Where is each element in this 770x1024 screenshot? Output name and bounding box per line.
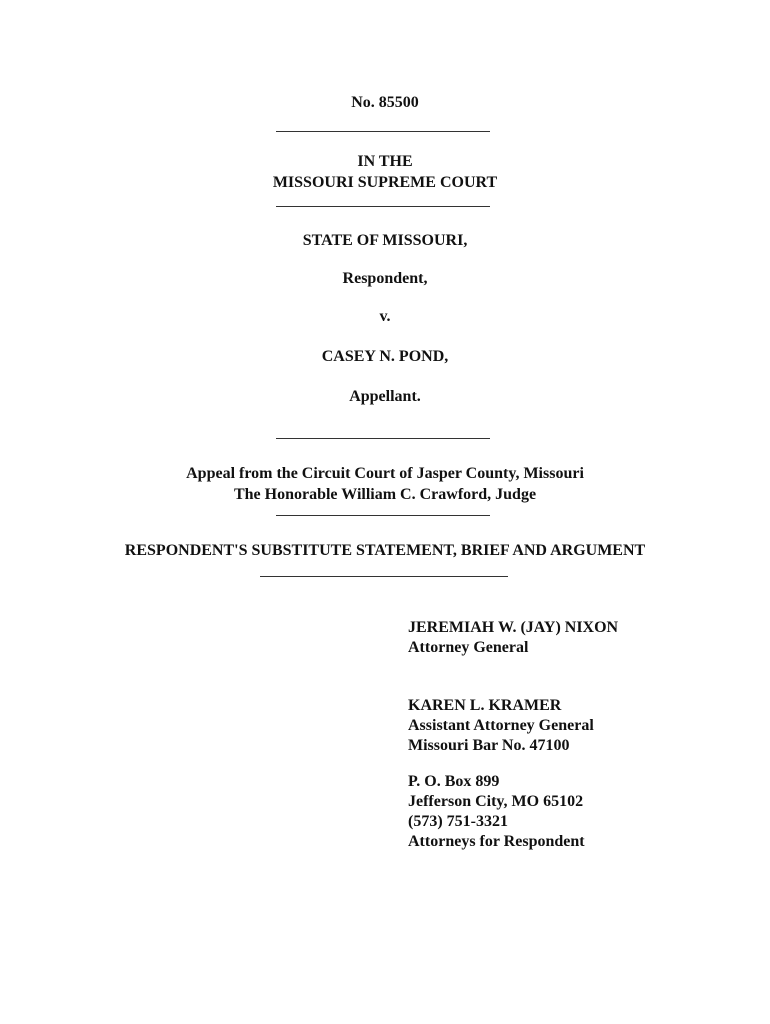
respondent-name: STATE OF MISSOURI, (302, 232, 468, 249)
appeal-line-2: The Honorable William C. Crawford, Judge (233, 486, 537, 503)
appellant-role: Appellant. (349, 388, 421, 405)
po-box: P. O. Box 899 (408, 773, 500, 790)
court-line-1: IN THE (357, 153, 413, 170)
respondent-role: Respondent, (342, 270, 428, 287)
divider-2 (276, 206, 490, 207)
assistant-title: Assistant Attorney General (408, 717, 594, 734)
appellant-name: CASEY N. POND, (321, 348, 449, 365)
attorney-general-name: JEREMIAH W. (JAY) NIXON (408, 619, 619, 636)
attorneys-for: Attorneys for Respondent (408, 833, 585, 850)
court-name: MISSOURI SUPREME COURT (272, 174, 498, 191)
appeal-line-1: Appeal from the Circuit Court of Jasper County, Missouri (186, 465, 584, 482)
attorney-general-block (408, 618, 618, 658)
attorney-general-title: Attorney General (408, 639, 529, 656)
divider-5 (260, 576, 508, 577)
phone-number: (573) 751-3321 (408, 813, 508, 830)
divider-4 (276, 515, 490, 516)
bar-number: Missouri Bar No. 47100 (408, 737, 570, 754)
document-title: RESPONDENT'S SUBSTITUTE STATEMENT, BRIEF AND ARGUMENT (124, 542, 646, 559)
assistant-block (408, 696, 594, 756)
case-number: No. 85500 (351, 94, 419, 111)
divider-3 (276, 438, 490, 439)
address-block (408, 772, 585, 852)
divider-1 (276, 131, 490, 132)
assistant-name: KAREN L. KRAMER (408, 697, 562, 714)
versus: v. (379, 308, 391, 325)
city-state-zip: Jefferson City, MO 65102 (408, 793, 584, 810)
